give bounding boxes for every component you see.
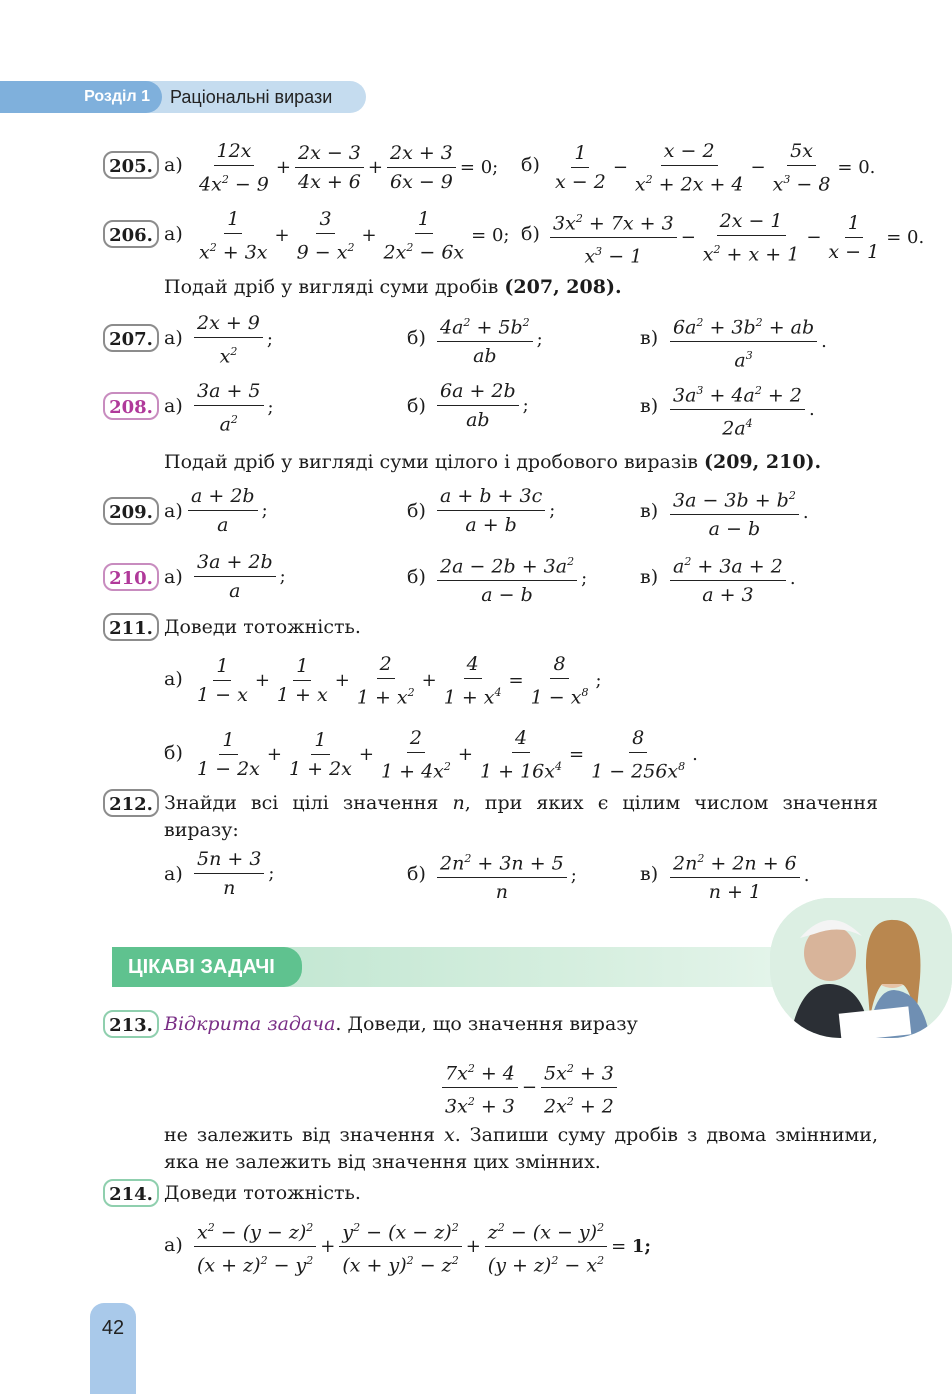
fraction-209a: $\frac{a + 2b}{a}$ ; bbox=[186, 484, 270, 537]
exercise-number-211: 211. bbox=[103, 613, 159, 641]
identity-211b: $\frac{1}{1 - 2x}$ + $\frac{1}{1 + 2x}$ + $\frac{2}{1 + 4x^2}$ + $\frac{4}{1 + 16x^4}$ = $\frac{8}{1 - 256x^8}$ . bbox=[197, 727, 698, 783]
part-label-c: в) bbox=[640, 566, 659, 588]
exercise-number-214: 214. bbox=[103, 1179, 159, 1207]
fraction-207b: $\frac{4a^2 + 5b^2}{ab}$ ; bbox=[435, 311, 545, 368]
fraction-209c: $\frac{3a - 3b + b^2}{a - b}$ . bbox=[668, 484, 811, 541]
equation-205b: $\frac{1}{x - 2}$ − $\frac{x - 2}{x^2 + 2x + 4}$ − $\frac{5x}{x^3 - 8}$ = 0. bbox=[555, 140, 876, 196]
exercise-213-text-line3: яка не залежить від значення цих змінних. bbox=[164, 1151, 601, 1173]
part-label-b: б) bbox=[407, 863, 426, 885]
equation-206b: $\frac{3x^2 + 7x + 3}{x^3 - 1}$ − $\frac{2x - 1}{x^2 + x + 1}$ − $\frac{1}{x - 1}$ = 0. bbox=[548, 207, 926, 269]
instruction-209-210: Подай дріб у вигляді суми цілого і дробового виразів (209, 210). bbox=[164, 451, 822, 473]
identity-211a: $\frac{1}{1 - x}$ + $\frac{1}{1 + x}$ + $\frac{2}{1 + x^2}$ + $\frac{4}{1 + x^4}$ = $\frac{8}{1 - x^8}$ ; bbox=[197, 653, 602, 709]
equation-206a: $\frac{1}{x^2 + 3x}$ + $\frac{3}{9 - x^2}$ + $\frac{1}{2x^2 - 6x}$ = 0; bbox=[199, 208, 510, 264]
part-label-b: б) bbox=[407, 500, 426, 522]
exercise-212-text-line2: виразу: bbox=[164, 819, 239, 841]
part-label-a: а) bbox=[164, 327, 183, 349]
exercise-number-205: 205. bbox=[103, 151, 159, 179]
exercise-213-text: Відкрита задача. Доведи, що значення виразу bbox=[164, 1013, 638, 1035]
fraction-207a: $\frac{2x + 9}{x^2}$ ; bbox=[192, 311, 275, 368]
part-label-b: б) bbox=[164, 742, 183, 764]
fraction-212a: $\frac{5n + 3}{n}$ ; bbox=[192, 847, 277, 900]
part-label-b: б) bbox=[407, 395, 426, 417]
exercise-213-text-line2: не залежить від значення x. Запиши суму дробів з двома змінними, bbox=[164, 1124, 878, 1146]
students-photo bbox=[770, 898, 952, 1038]
exercise-number-206: 206. bbox=[103, 220, 159, 248]
exercise-212-text-line1: Знайди всі цілі значення n, при яких є цілим числом значення bbox=[164, 792, 878, 814]
part-label-c: в) bbox=[640, 863, 659, 885]
students-illustration bbox=[770, 898, 952, 1038]
chapter-label: Розділ 1 bbox=[0, 81, 162, 113]
exercise-number-213: 213. bbox=[103, 1010, 159, 1038]
part-label-a: а) bbox=[164, 566, 183, 588]
part-label-b: б) bbox=[521, 223, 540, 245]
part-label-c: в) bbox=[640, 500, 659, 522]
expression-213: $\frac{7x^2 + 4}{3x^2 + 3}$ − $\frac{5x^2 + 3}{2x^2 + 2}$ bbox=[440, 1057, 619, 1119]
exercise-211-text: Доведи тотожність. bbox=[164, 616, 361, 638]
exercise-number-208: 208. bbox=[103, 392, 159, 420]
page-number: 42 bbox=[90, 1303, 136, 1394]
fraction-210c: $\frac{a^2 + 3a + 2}{a + 3}$ . bbox=[668, 550, 798, 607]
identity-214a: $\frac{x^2 - (y - z)^2}{(x + z)^2 - y^2}$ + $\frac{y^2 - (x - z)^2}{(x + y)^2 - z^2}$ + $\frac{z^2 - (x - y)^2}{(y + z)^2 - x^2}$ = 1; bbox=[192, 1216, 653, 1278]
part-label-a: а) bbox=[164, 1234, 183, 1256]
fraction-212b: $\frac{2n^2 + 3n + 5}{n}$ ; bbox=[435, 847, 579, 904]
part-label-a: а) bbox=[164, 500, 183, 522]
fraction-208a: $\frac{3a + 5}{a^2}$ ; bbox=[192, 379, 276, 436]
exercise-number-210: 210. bbox=[103, 563, 159, 591]
section-title: ЦІКАВІ ЗАДАЧІ bbox=[112, 947, 302, 987]
fraction-208b: $\frac{6a + 2b}{ab}$ ; bbox=[435, 379, 531, 432]
fraction-209b: $\frac{a + b + 3c}{a + b}$ ; bbox=[435, 484, 557, 537]
exercise-number-212: 212. bbox=[103, 789, 159, 817]
part-label-a: а) bbox=[164, 668, 183, 690]
part-label-a: а) bbox=[164, 154, 183, 176]
exercise-number-207: 207. bbox=[103, 324, 159, 352]
instruction-207-208: Подай дріб у вигляді суми дробів (207, 208). bbox=[164, 276, 622, 298]
fraction-208c: $\frac{3a^3 + 4a^2 + 2}{2a^4}$ . bbox=[668, 379, 817, 441]
part-label-c: в) bbox=[640, 395, 659, 417]
part-label-b: б) bbox=[407, 327, 426, 349]
fraction-207c: $\frac{6a^2 + 3b^2 + ab}{a^3}$ . bbox=[668, 311, 829, 373]
part-label-a: а) bbox=[164, 395, 183, 417]
exercise-number-209: 209. bbox=[103, 497, 159, 525]
chapter-title: Раціональні вирази bbox=[170, 87, 333, 107]
fraction-210a: $\frac{3a + 2b}{a}$ ; bbox=[192, 550, 288, 603]
part-label-a: а) bbox=[164, 863, 183, 885]
fraction-212c: $\frac{2n^2 + 2n + 6}{n + 1}$ . bbox=[668, 847, 811, 904]
exercise-214-text: Доведи тотожність. bbox=[164, 1182, 361, 1204]
part-label-a: а) bbox=[164, 223, 183, 245]
part-label-b: б) bbox=[407, 566, 426, 588]
part-label-b: б) bbox=[521, 154, 540, 176]
part-label-c: в) bbox=[640, 327, 659, 349]
fraction-210b: $\frac{2a - 2b + 3a^2}{a - b}$ ; bbox=[435, 550, 589, 607]
equation-205a: $\frac{12x}{4x^2 - 9}$ + $\frac{2x - 3}{4x + 6}$ + $\frac{2x + 3}{6x - 9}$ = 0; bbox=[199, 140, 499, 196]
